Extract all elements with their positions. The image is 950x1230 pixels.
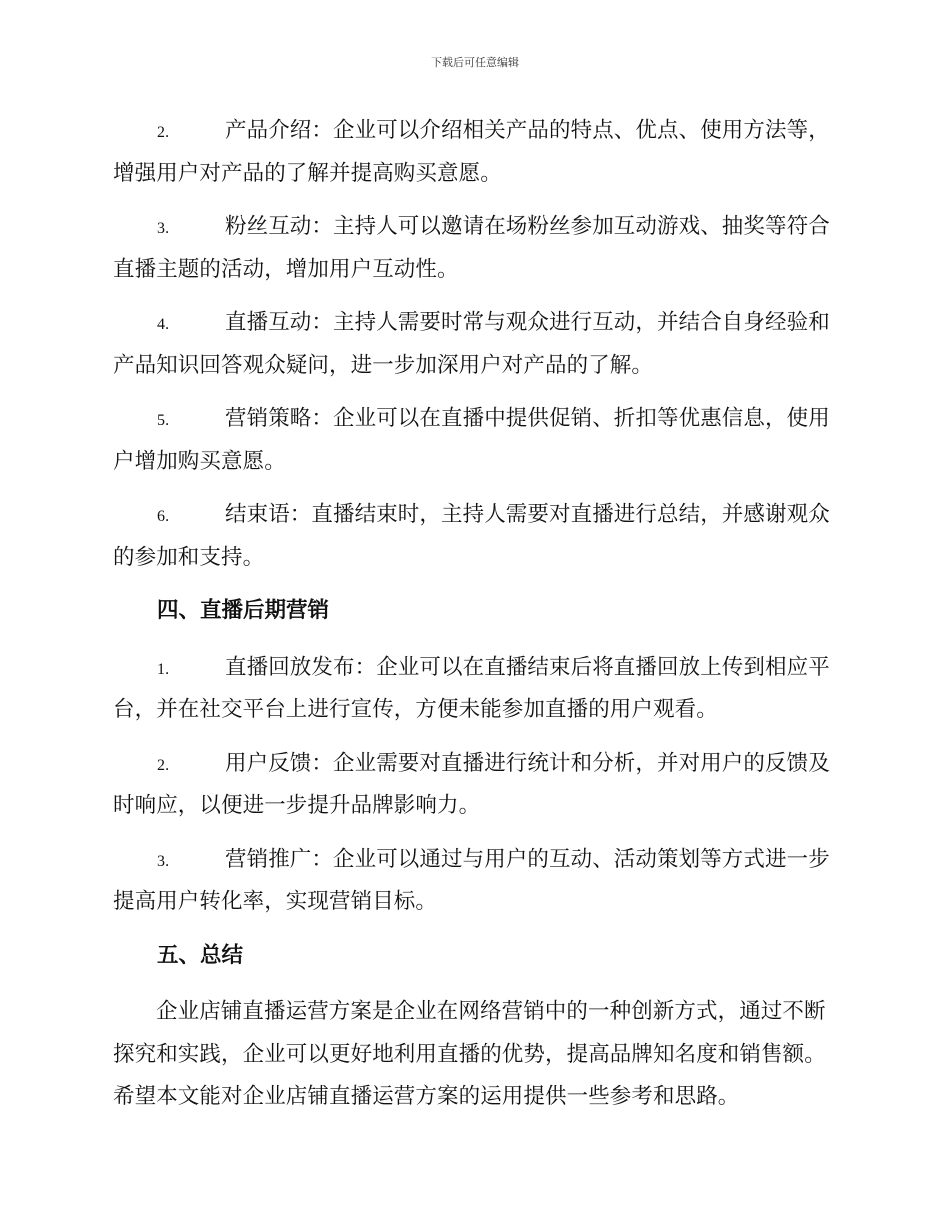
- item-text: 营销策略：企业可以在直播中提供促销、折扣等优惠信息，使用: [225, 406, 830, 431]
- list-item-line: [113, 839, 843, 882]
- list-item-line: 时响应，以便进一步提升品牌影响力。: [113, 793, 481, 818]
- item-text: 结束语：直播结束时，主持人需要对直播进行总结，并感谢观众: [225, 502, 830, 527]
- page-header: 下载后可任意编辑: [431, 56, 519, 69]
- item-number: 2.: [157, 756, 170, 774]
- list-item-line: [113, 302, 843, 345]
- item-number: 3.: [157, 220, 170, 237]
- document-body: [113, 110, 843, 1130]
- item-number: 6.: [157, 508, 170, 525]
- list-item: [113, 743, 843, 828]
- item-text: 直播互动：主持人需要时常与观众进行互动，并结合自身经验和: [225, 310, 830, 335]
- summary-line: 企业店铺直播运营方案是企业在网络营销中的一种创新方式，通过不断: [156, 999, 826, 1024]
- list-item: [113, 398, 843, 483]
- list-item-line: [113, 647, 843, 690]
- item-number: 5.: [157, 412, 170, 429]
- list-item-line: [113, 110, 843, 153]
- item-text: 用户反馈：企业需要对直播进行统计和分析，并对用户的反馈及: [225, 750, 830, 776]
- list-item-line: 产品知识回答观众疑问，进一步加深用户对产品的了解。: [113, 352, 654, 378]
- list-item: [113, 839, 843, 924]
- summary-line: 希望本文能对企业店铺直播运营方案的运用提供一些参考和思路。: [113, 1084, 740, 1109]
- list-item: [113, 302, 843, 387]
- summary-paragraph: [113, 991, 843, 1119]
- list-item-line: [113, 398, 843, 441]
- item-text: 直播回放发布：企业可以在直播结束后将直播回放上传到相应平: [225, 654, 830, 680]
- list-item-line: 台，并在社交平台上进行宣传，方便未能参加直播的用户观看。: [113, 697, 718, 722]
- list-item: [113, 494, 843, 579]
- item-text: 营销推广：企业可以通过与用户的互动、活动策划等方式进一步: [225, 846, 830, 872]
- list-item: [113, 110, 843, 195]
- list-item: [113, 206, 843, 291]
- item-text: 产品介绍：企业可以介绍相关产品的特点、优点、使用方法等，: [225, 118, 830, 143]
- section4-heading: 四、直播后期营销: [157, 598, 330, 623]
- item-number: 2.: [157, 124, 170, 141]
- list-item-line: 户增加购买意愿。: [113, 448, 286, 474]
- list-item-line: 提高用户转化率，实现营销目标。: [113, 889, 438, 914]
- summary-line: 探究和实践，企业可以更好地利用直播的优势，提高品牌知名度和销售额。: [113, 1041, 826, 1067]
- list-item-line: 直播主题的活动，增加用户互动性。: [113, 256, 459, 282]
- list-item-line: 增强用户对产品的了解并提高购买意愿。: [113, 160, 502, 186]
- list-item-line: [113, 494, 843, 537]
- section4-list: [113, 647, 843, 924]
- section5-heading: 五、总结: [157, 942, 244, 968]
- list-item-line: [113, 206, 843, 249]
- list-item-line: 的参加和支持。: [113, 544, 265, 570]
- item-text: 粉丝互动：主持人可以邀请在场粉丝参加互动游戏、抽奖等符合: [225, 214, 830, 239]
- list-item: [113, 647, 843, 732]
- item-number: 1.: [157, 660, 170, 678]
- list-item-line: [113, 743, 843, 786]
- item-number: 3.: [157, 852, 170, 870]
- item-number: 4.: [157, 316, 170, 333]
- section3-list: [113, 110, 843, 579]
